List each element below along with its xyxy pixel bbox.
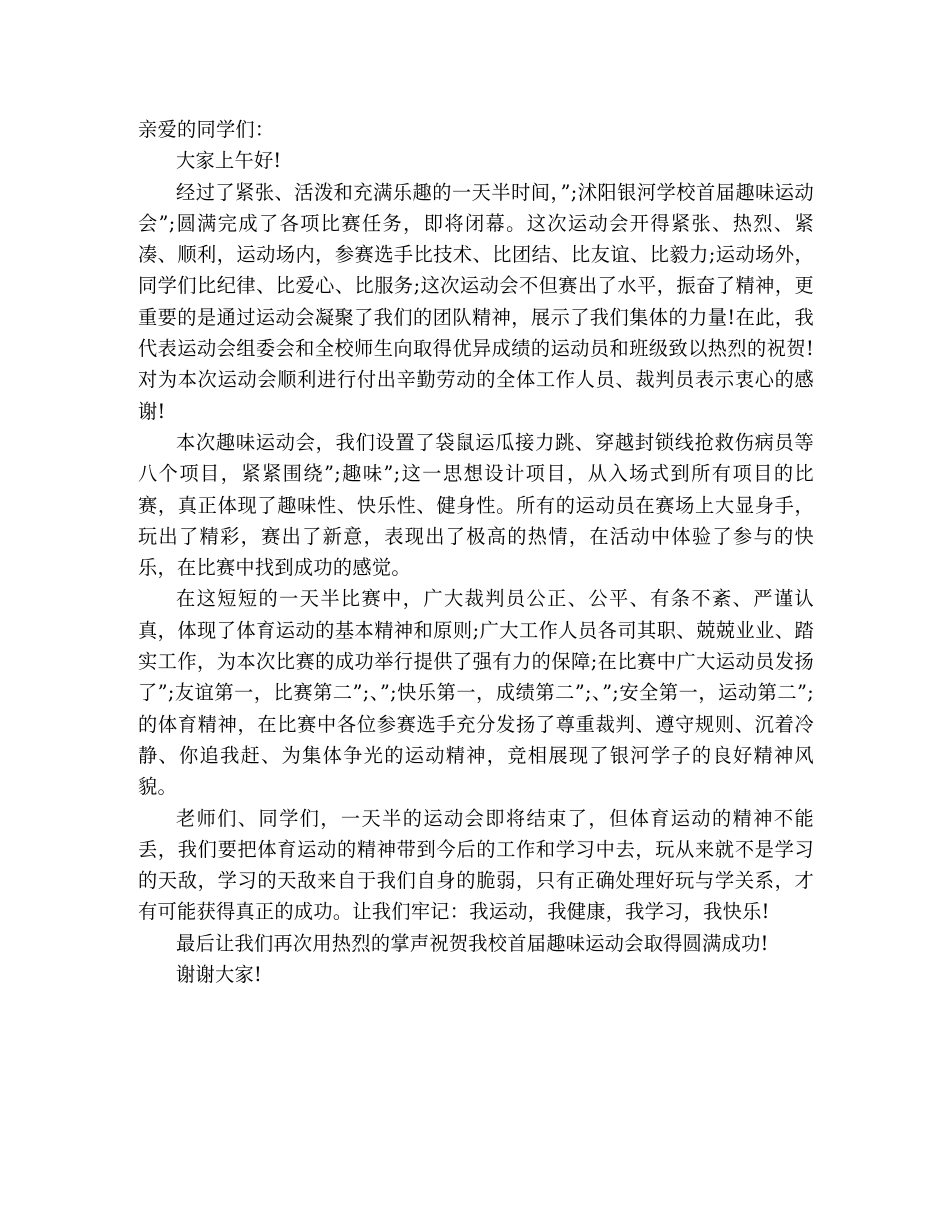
paragraph-opening: 大家上午好! [176, 149, 282, 173]
document-page [138, 114, 814, 990]
paragraph-congratulation: 最后让我们再次用热烈的掌声祝贺我校首届趣味运动会取得圆满成功! [176, 931, 769, 955]
paragraph-reflection: 老师们、同学们，一天半的运动会即将结束了，但体育运动的精神不能丢，我们要把体育运动的精神带到今后的工作和学习中去，玩从来就不是学习的天敌，学习的天敌来自于我们自身的脆弱，只有正确处理好玩与学关系，才有可能获得真正的成功。让我们牢记：我运动，我健康，我学习，我快乐! [138, 806, 814, 924]
paragraph-thanks: 谢谢大家! [176, 963, 262, 987]
paragraph-events: 本次趣味运动会，我们设置了袋鼠运瓜接力跳、穿越封锁线抢救伤病员等八个项目，紧紧围绕”;趣味”;这一思想设计项目，从入场式到所有项目的比赛，真正体现了趣味性、快乐性、健身性。所有的运动员在赛场上大显身手，玩出了精彩，赛出了新意，表现出了极高的热情，在活动中体验了参与的快乐，在比赛中找到成功的感觉。 [138, 430, 814, 580]
paragraph-summary: 经过了紧张、活泼和充满乐趣的一天半时间，”;沭阳银河学校首届趣味运动会”;圆满完成了各项比赛任务，即将闭幕。这次运动会开得紧张、热烈、紧凑、顺利，运动场内，参赛选手比技术、比团结、比友谊、比毅力;运动场外，同学们比纪律、比爱心、比服务;这次运动会不但赛出了水平，振奋了精神，更重要的是通过运动会凝聚了我们的团队精神，展示了我们集体的力量!在此，我代表运动会组委会和全校师生向取得优异成绩的运动员和班级致以热烈的祝贺!对为本次运动会顺利进行付出辛勤劳动的全体工作人员、裁判员表示衷心的感谢! [138, 180, 814, 423]
greeting-line: 亲爱的同学们： [138, 118, 275, 141]
paragraph-spirit: 在这短短的一天半比赛中，广大裁判员公正、公平、有条不紊、严谨认真，体现了体育运动的基本精神和原则;广大工作人员各司其职、兢兢业业、踏实工作，为本次比赛的成功举行提供了强有力的保障;在比赛中广大运动员发扬了”;友谊第一，比赛第二”;、”;快乐第一，成绩第二”;、”;安全第一，运动第二”;的体育精神，在比赛中各位参赛选手充分发扬了尊重裁判、遵守规则、沉着冷静、你追我赶、为集体争光的运动精神，竞相展现了银河学子的良好精神风貌。 [138, 587, 814, 799]
